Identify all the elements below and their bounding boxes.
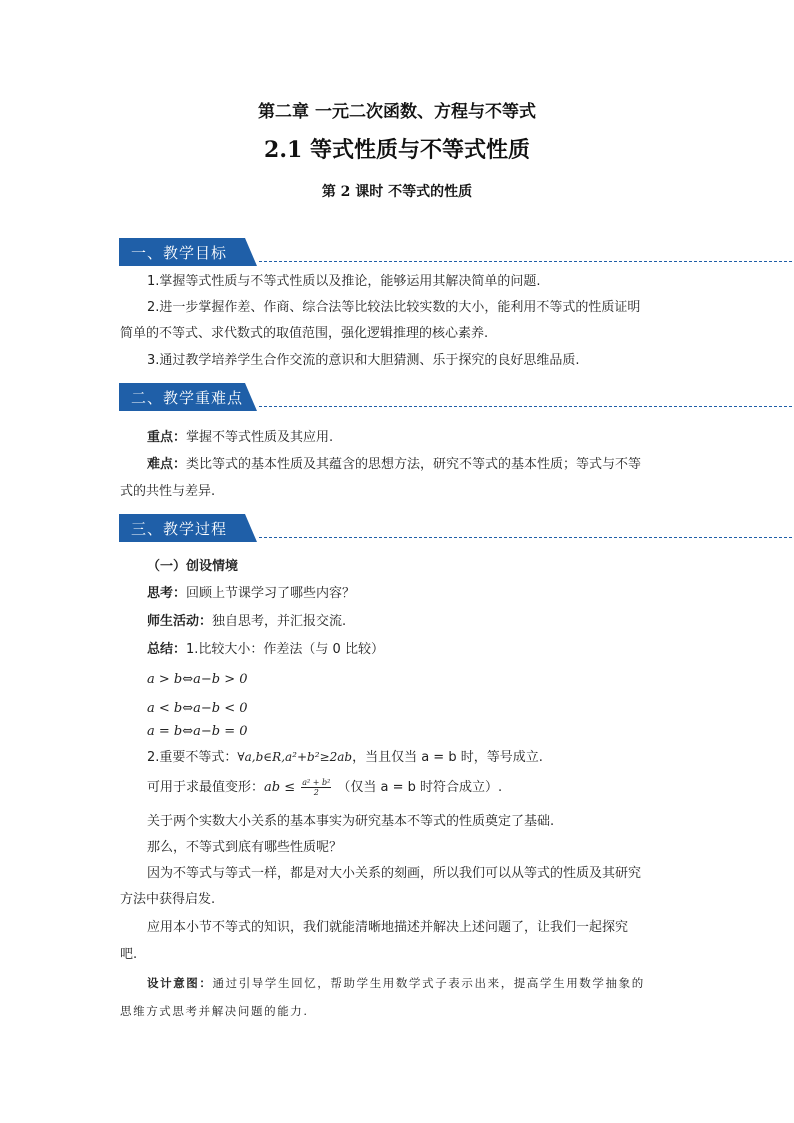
summary-label: 总结： — [147, 642, 187, 657]
summary-line — [147, 640, 384, 660]
difficult-label: 难点： — [147, 457, 187, 472]
formula-less: a < b⇔a−b < 0 — [147, 701, 248, 716]
section-title: 2.1 等式性质与不等式性质 — [264, 137, 530, 163]
chapter-title: 第二章 一元二次函数、方程与不等式 — [258, 102, 536, 122]
dashed-divider — [259, 406, 794, 407]
key-label: 重点： — [147, 430, 187, 445]
lesson-title: 第 2 课时 不等式的性质 — [321, 184, 473, 200]
formula-greater: a > b⇔a−b > 0 — [147, 672, 248, 687]
design-intent — [147, 975, 645, 991]
fraction-denominator: 2 — [313, 788, 319, 797]
design-intent-cont: 思维方式思考并解决问题的能力. — [120, 1004, 309, 1018]
fraction — [301, 778, 331, 797]
ineq-math: ∀a,b∈R,a²+b²≥2ab — [237, 750, 353, 764]
subheading-scenario: （一）创设情境 — [147, 559, 239, 574]
ineq-suffix: ，当且仅当 a = b 时，等号成立. — [352, 750, 543, 765]
paragraph-line: 方法中获得启发. — [120, 892, 216, 907]
goal-2-cont: 简单的不等式、求代数式的取值范围，强化逻辑推理的核心素养. — [120, 326, 489, 341]
ineq-prefix: 2.重要不等式： — [147, 750, 238, 765]
banner-label: 二、教学重难点 — [131, 389, 244, 407]
deform-math: ab ≤ — [264, 780, 296, 795]
paragraph-line: 应用本小节不等式的知识，我们就能清晰地描述并解决上述问题了，让我们一起探究 — [147, 920, 629, 935]
banner-label: 一、教学目标 — [131, 244, 228, 262]
formula-equal: a = b⇔a−b = 0 — [147, 724, 248, 739]
paragraph-line: 那么，不等式到底有哪些性质呢？ — [147, 840, 343, 855]
think-line — [147, 584, 355, 604]
deformation-line — [147, 778, 502, 798]
important-inequality — [147, 747, 543, 768]
dashed-divider — [259, 537, 794, 538]
difficult-point — [147, 455, 641, 475]
dashed-divider — [259, 261, 794, 262]
paragraph-line: 吧. — [120, 947, 138, 962]
activity-line — [147, 612, 346, 632]
difficult-text: 类比等式的基本性质及其蕴含的思想方法，研究不等式的基本性质；等式与不等 — [186, 457, 642, 472]
summary-text: 1.比较大小：作差法（与 0 比较） — [186, 642, 384, 657]
activity-text: 独自思考，并汇报交流. — [212, 614, 347, 629]
key-point — [147, 428, 333, 448]
deform-suffix: （仅当 a = b 时符合成立）. — [337, 780, 503, 795]
paragraph-line: 关于两个实数大小关系的基本事实为研究基本不等式的性质奠定了基础. — [147, 814, 555, 829]
deform-prefix: 可用于求最值变形： — [147, 780, 265, 795]
banner-label: 三、教学过程 — [131, 520, 228, 538]
fraction-numerator: a² + b² — [302, 778, 331, 787]
goal-3: 3.通过教学培养学生合作交流的意识和大胆猜测、乐于探究的良好思维品质. — [147, 353, 580, 368]
paragraph-line: 因为不等式与等式一样，都是对大小关系的刻画，所以我们可以从等式的性质及其研究 — [147, 866, 642, 881]
design-text: 通过引导学生回忆，帮助学生用数学式子表示出来，提高学生用数学抽象的 — [212, 976, 645, 990]
goal-1: 1.掌握等式性质与不等式性质以及推论，能够运用其解决简单的问题. — [147, 274, 541, 289]
goal-2: 2.进一步掌握作差、作商、综合法等比较法比较实数的大小，能利用不等式的性质证明 — [147, 300, 641, 315]
think-label: 思考： — [147, 586, 187, 601]
difficult-point-cont: 式的共性与差异. — [120, 484, 216, 499]
activity-label: 师生活动： — [147, 614, 213, 629]
design-label: 设计意图： — [147, 976, 213, 990]
think-text: 回顾上节课学习了哪些内容？ — [186, 586, 356, 601]
key-text: 掌握不等式性质及其应用. — [186, 430, 334, 445]
